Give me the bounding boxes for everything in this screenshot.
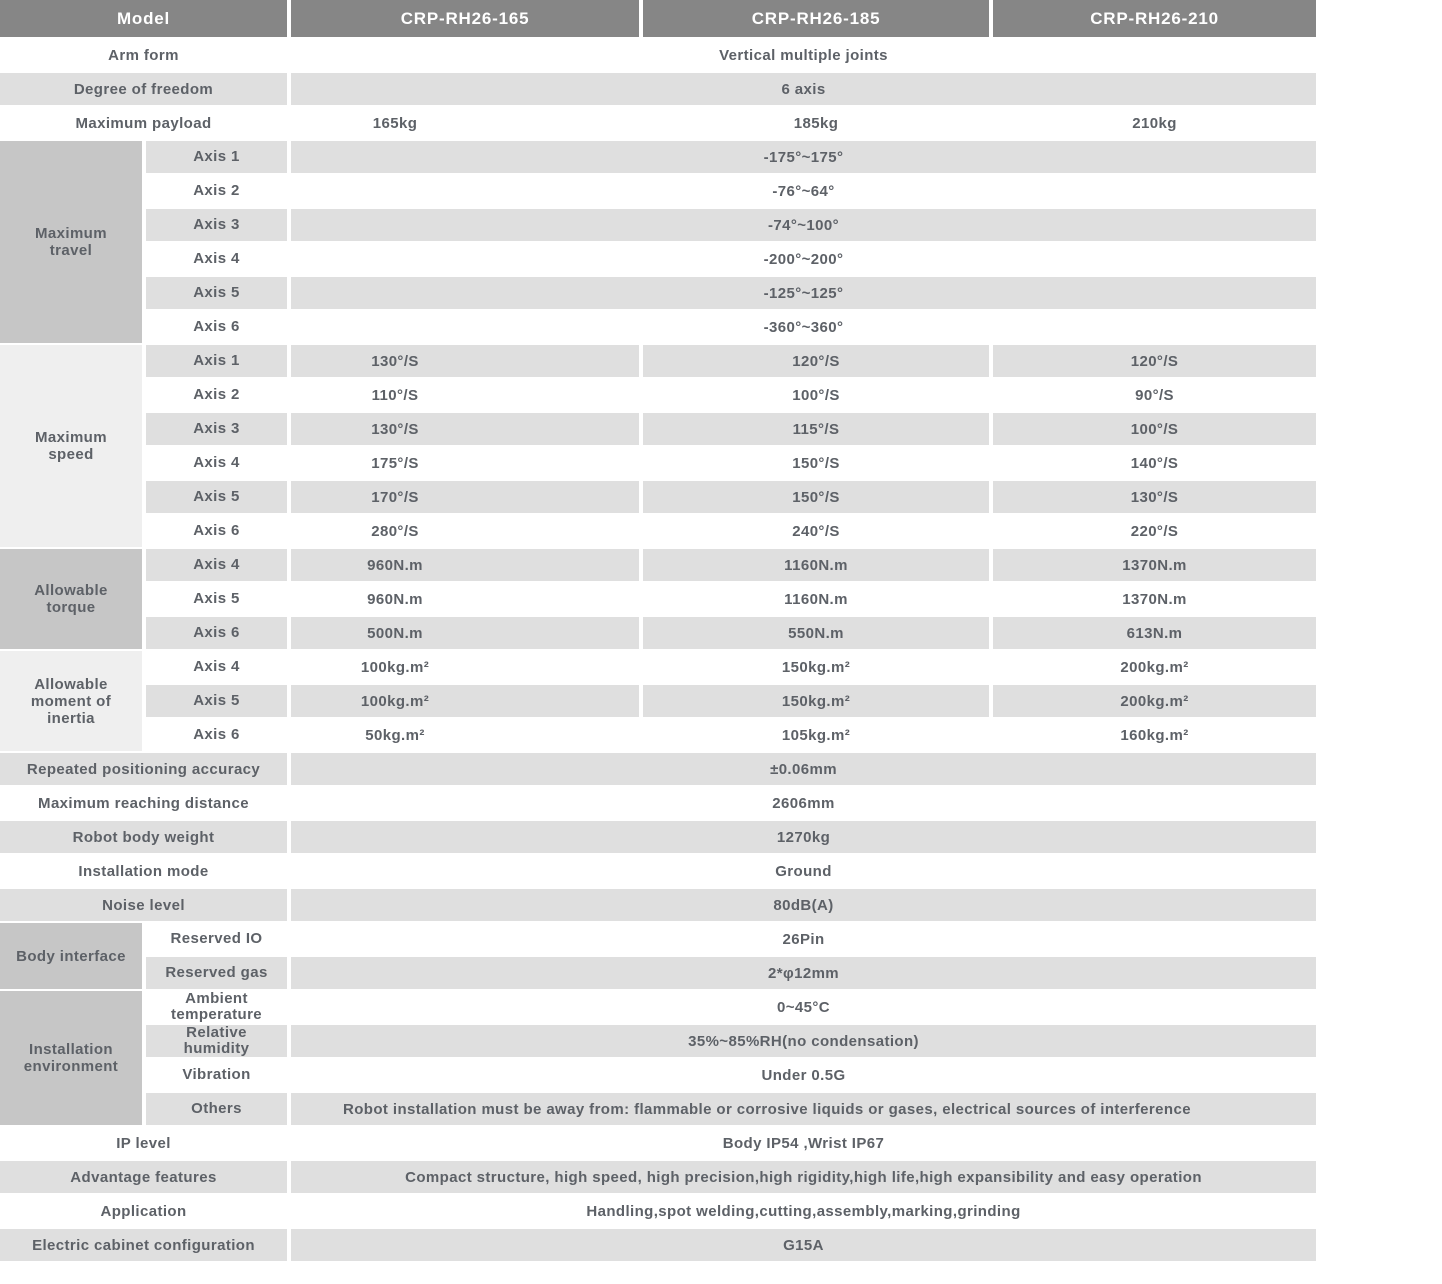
section-installation-environment-row [0,1025,1316,1059]
sub-value: 2*φ12mm [291,957,1316,991]
sub-label: Relative humidity [146,1025,291,1059]
model-2-header: CRP-RH26-185 [643,0,993,39]
section-body-interface-row [0,957,1316,991]
group-label-allowable-torque: Allowable torque [0,549,146,651]
axis-value: -74°~100° [291,209,1316,243]
sub-value: 0~45°C [291,991,1316,1025]
model-3-header: CRP-RH26-210 [993,0,1316,39]
value-model-1: 100kg.m² [291,651,643,685]
value-model-3: 1370N.m [993,549,1316,583]
section-maximum-travel-row [0,209,1316,243]
axis-label: Axis 3 [146,209,291,243]
axis-label: Axis 4 [146,447,291,481]
section-maximum-speed-row [0,345,1316,379]
value-model-3: 1370N.m [993,583,1316,617]
section-maximum-travel-row [0,243,1316,277]
header-row [0,0,1316,39]
axis-value: -76°~64° [291,175,1316,209]
value-model-3: 200kg.m² [993,651,1316,685]
group-label-maximum-speed: Maximum speed [0,345,146,549]
section-body-interface-row [0,923,1316,957]
row-value: Compact structure, high speed, high precision,high rigidity,high life,high expansibility and easy operation [291,1161,1316,1195]
axis-value: -125°~125° [291,277,1316,311]
section-maximum-speed-row [0,379,1316,413]
value-model-2: 100°/S [643,379,993,413]
row-application [0,1195,1316,1229]
model-column-header: Model [0,0,291,39]
axis-label: Axis 5 [146,583,291,617]
sub-label: Others [146,1093,291,1127]
row-reach [0,787,1316,821]
section-allowable-torque-row [0,583,1316,617]
axis-label: Axis 6 [146,311,291,345]
row-label: Advantage features [0,1161,291,1195]
axis-label: Axis 5 [146,685,291,719]
row-label: Degree of freedom [0,73,291,107]
value-model-1: 175°/S [291,447,643,481]
value-model-1: 130°/S [291,413,643,447]
section-maximum-travel-row [0,277,1316,311]
row-value: 2606mm [291,787,1316,821]
value-model-2: 150kg.m² [643,685,993,719]
row-value: ±0.06mm [291,753,1316,787]
value-model-2: 115°/S [643,413,993,447]
row-label: Noise level [0,889,291,923]
row-label: Maximum payload [0,107,291,141]
value-model-3: 220°/S [993,515,1316,549]
row-installation-mode [0,855,1316,889]
section-allowable-inertia-row [0,719,1316,753]
axis-label: Axis 6 [146,719,291,753]
axis-label: Axis 4 [146,549,291,583]
section-installation-environment-row [0,1059,1316,1093]
axis-label: Axis 5 [146,481,291,515]
axis-label: Axis 4 [146,243,291,277]
value-model-1: 110°/S [291,379,643,413]
row-value: Ground [291,855,1316,889]
row-arm-form [0,39,1316,73]
section-maximum-speed-row [0,413,1316,447]
sub-label: Reserved gas [146,957,291,991]
value-model-1: 50kg.m² [291,719,643,753]
section-maximum-travel-row [0,175,1316,209]
section-allowable-torque-row [0,549,1316,583]
sub-value: 26Pin [291,923,1316,957]
sub-value: Under 0.5G [291,1059,1316,1093]
sub-value: 35%~85%RH(no condensation) [291,1025,1316,1059]
sub-label: Reserved IO [146,923,291,957]
row-value: G15A [291,1229,1316,1263]
value-model-3: 130°/S [993,481,1316,515]
value-model-1: 960N.m [291,549,643,583]
value-model-2: 240°/S [643,515,993,549]
group-label-maximum-travel: Maximum travel [0,141,146,345]
axis-value: -175°~175° [291,141,1316,175]
value-model-2: 150°/S [643,447,993,481]
row-value: 1270kg [291,821,1316,855]
value-model-1: 170°/S [291,481,643,515]
section-maximum-speed-row [0,481,1316,515]
value-model-2: 1160N.m [643,549,993,583]
axis-label: Axis 6 [146,515,291,549]
value-model-1: 280°/S [291,515,643,549]
axis-value: -360°~360° [291,311,1316,345]
axis-label: Axis 6 [146,617,291,651]
row-maximum-payload [0,107,1316,141]
value-model-1: 500N.m [291,617,643,651]
row-value: 6 axis [291,73,1316,107]
value-model-1: 960N.m [291,583,643,617]
value-model-2: 1160N.m [643,583,993,617]
axis-label: Axis 5 [146,277,291,311]
sub-label: Vibration [146,1059,291,1093]
group-label-allowable-inertia: Allowable moment of inertia [0,651,146,753]
axis-label: Axis 3 [146,413,291,447]
value-model-1: 165kg [291,107,643,141]
section-allowable-inertia-row [0,685,1316,719]
row-weight [0,821,1316,855]
axis-label: Axis 1 [146,141,291,175]
value-model-2: 150kg.m² [643,651,993,685]
section-installation-environment-row [0,1093,1316,1127]
model-1-header: CRP-RH26-165 [291,0,643,39]
axis-label: Axis 4 [146,651,291,685]
row-value: Body IP54 ,Wrist IP67 [291,1127,1316,1161]
sub-label: Ambient temperature [146,991,291,1025]
row-noise [0,889,1316,923]
value-model-1: 100kg.m² [291,685,643,719]
row-label: IP level [0,1127,291,1161]
section-installation-environment-row [0,991,1316,1025]
axis-label: Axis 1 [146,345,291,379]
row-accuracy [0,753,1316,787]
value-model-1: 130°/S [291,345,643,379]
section-maximum-travel-row [0,311,1316,345]
axis-label: Axis 2 [146,379,291,413]
section-maximum-speed-row [0,515,1316,549]
value-model-2: 150°/S [643,481,993,515]
row-value: 80dB(A) [291,889,1316,923]
value-model-3: 100°/S [993,413,1316,447]
value-model-3: 120°/S [993,345,1316,379]
row-advantage-features [0,1161,1316,1195]
value-model-2: 105kg.m² [643,719,993,753]
value-model-2: 550N.m [643,617,993,651]
row-degree-of-freedom [0,73,1316,107]
section-maximum-speed-row [0,447,1316,481]
row-value: Handling,spot welding,cutting,assembly,marking,grinding [291,1195,1316,1229]
group-label-installation-environment: Installation environment [0,991,146,1127]
row-label: Electric cabinet configuration [0,1229,291,1263]
value-model-3: 90°/S [993,379,1316,413]
axis-value: -200°~200° [291,243,1316,277]
row-electric-cabinet [0,1229,1316,1263]
row-label: Application [0,1195,291,1229]
row-label: Robot body weight [0,821,291,855]
value-model-2: 120°/S [643,345,993,379]
value-model-3: 210kg [993,107,1316,141]
value-model-3: 613N.m [993,617,1316,651]
section-allowable-inertia-row [0,651,1316,685]
row-label: Repeated positioning accuracy [0,753,291,787]
value-model-3: 160kg.m² [993,719,1316,753]
sub-value: Robot installation must be away from: flammable or corrosive liquids or gases, electrical sources of interference [291,1093,1316,1127]
row-label: Maximum reaching distance [0,787,291,821]
value-model-3: 200kg.m² [993,685,1316,719]
axis-label: Axis 2 [146,175,291,209]
section-maximum-travel-row [0,141,1316,175]
group-label-body-interface: Body interface [0,923,146,991]
value-model-3: 140°/S [993,447,1316,481]
section-allowable-torque-row [0,617,1316,651]
row-label: Installation mode [0,855,291,889]
row-value: Vertical multiple joints [291,39,1316,73]
value-model-2: 185kg [643,107,993,141]
row-ip-level [0,1127,1316,1161]
row-label: Arm form [0,39,291,73]
